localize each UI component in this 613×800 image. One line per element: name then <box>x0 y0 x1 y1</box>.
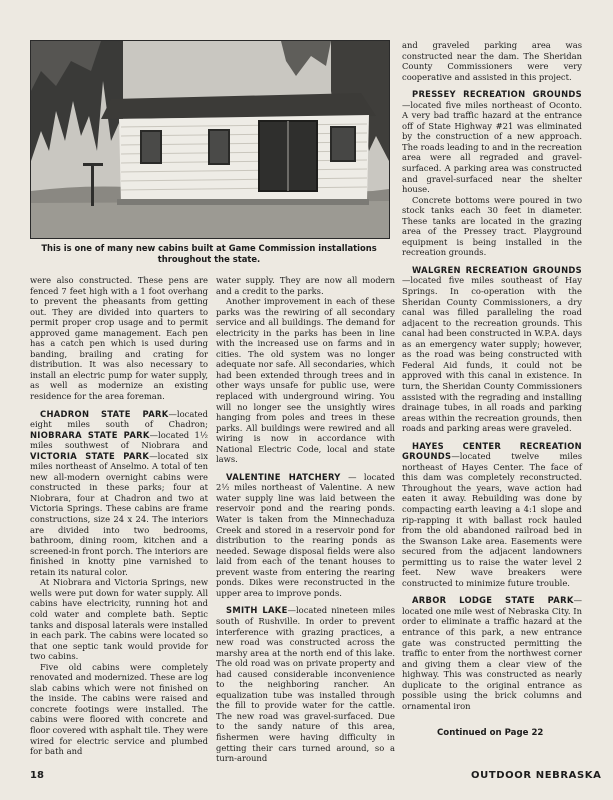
continued-note: Continued on Page 22 <box>437 728 544 738</box>
section-heading: VICTORIA STATE PARK <box>30 450 150 461</box>
chadron-section <box>30 409 208 578</box>
paragraph: Five old cabins were completely renovated and modernized. These are log slab cabins which were not finished on the inside. The cabins were raised and concrete footings were installed. The cabins were floored with concrete and floor covered with asphalt tile. They were wired for electric service and plumbed for bath and <box>30 661 208 757</box>
article-column-1 <box>30 275 208 757</box>
valentine-section <box>216 472 395 599</box>
paragraph: were also constructed. These pens are fenced 7 feet high with a 1 foot overhang to prevent the pheasants from getting out. They are divided into quarters to permit proper crop usage and to permit approved game management. Each pen has a catch pen which is used during banding, brailing and crating for distribution. It was also necessary to install an electric pump for water supply, as well as modernize an existing residence for the area foreman. <box>30 275 208 402</box>
section-heading: VALENTINE HATCHERY <box>226 471 341 482</box>
photo-caption: This is one of many new cabins built at Game Commission installations throughout the state. <box>41 243 377 264</box>
section-text: —located twelve miles northeast of Hayes Center. The face of this dam was completely reconstructed. Throughout the years, wave action had eaten it away. Rebuilding was done by compacting earth leaving a 4:1 slope and rip-rapping it with ballast rock hauled from the old abandoned railroad bed in the Swanson Lake area. Easements were secured from the adjacent landowners permitting us to raise the water level 2 feet. New wave breakers were constructed to minimize future trouble. <box>402 451 582 588</box>
section-text: —located one mile west of Nebraska City. In order to eliminate a traffic hazard at the entrance of this park, a new entrance gate was constructed permitting the traffic to enter from the northwest corner and giving them a clear view of the highway. This was constructed as nearly duplicate to the original entrance as possible using the brick columns and ornamental iron <box>402 595 582 711</box>
section-text: —located 1½ miles southwest of Niobrara and <box>30 429 208 451</box>
section-text: —located five miles southeast of Hay Springs. In co-operation with the Sheridan County Commissioners, a dry canal was filled paralleling the road adjacent to the recreation grounds. This canal had been constructed in W.P.A. days as an emergency water supply; however, as the road was being constructed with Federal Aid funds, it could not be approved with this canal in existence. In turn, the Sheridan County Commissioners assisted with the regrading and installing drainage tubes, in all roads and parking areas within the recreation grounds, then roads and parking areas were graveled. <box>402 275 582 434</box>
cabin-photo <box>30 40 390 239</box>
hayes-center-section <box>402 441 582 589</box>
article-column-3 <box>402 40 582 711</box>
paragraph: At Niobrara and Victoria Springs, new wells were put down for water supply. All cabins have electricity, running hot and cold water and complete bath. Septic tanks and disposal laterals were installed in each park. The cabins were located so that one septic tank would provide for two cabins. <box>30 577 208 662</box>
article-column-2 <box>216 275 395 764</box>
magazine-name: OUTDOOR NEBRASKA <box>471 770 602 781</box>
paragraph: Another improvement in each of these parks was the rewiring of all secondary service and all buildings. The demand for electricity in the parks has been in line with the increased use on farms and in cities. The old system was no longer adequate nor safe. All secondaries, which had been extended through trees and in other ways unsafe for public use, were replaced with underground wiring. You will no longer see the unsightly wires hanging from poles and trees in these parks. All buildings were rewired and all wiring is now in accordance with National Electric Code, local and state laws. <box>216 296 395 465</box>
paragraph: Concrete bottoms were poured in two stock tanks each 30 feet in diameter. These tanks are located in the grazing area of the Pressey tract. Playground equipment is being installed in the recreation grounds. <box>402 194 582 258</box>
pressey-section <box>402 89 582 194</box>
section-heading: PRESSEY RECREATION GROUNDS <box>412 89 582 100</box>
section-text: —located six miles northeast of Anselmo. A total of ten new all-modern overnight cabins were constructed in these parks; four at Niobrara, four at Chadron and two at Victoria Springs. These cabins are frame constructions, size 24 x 24. The interiors are divided into two bedrooms, bathroom, dining room, kitchen and a screened-in front porch. The interiors are finished in knotty pine varnished to retain its natural color. <box>30 450 208 577</box>
arbor-lodge-section <box>402 595 582 711</box>
section-text: — located 2½ miles northeast of Valentine. A new water supply line was laid between the reservoir pond and the rearing ponds. Water is taken from the Minnechaduza Creek and stored in a reservoir pond for distribution to the rearing ponds as needed. Sewage disposal fields were also laid from each of the tenant houses to prevent waste from entering the rearing ponds. Dikes were reconstructed in the upper area to improve ponds. <box>216 471 395 598</box>
section-heading: HAYES CENTER RECREATION GROUNDS <box>402 440 582 462</box>
section-heading: NIOBRARA STATE PARK <box>30 429 150 440</box>
section-text: —located eight miles south of Chadron; <box>30 408 208 430</box>
paragraph: and graveled parking area was constructed near the dam. The Sheridan County Commissioners were very cooperative and assisted in this project. <box>402 40 582 82</box>
section-text: —located five miles northeast of Oconto. A very bad traffic hazard at the entrance off of State Highway #21 was eliminated by the construction of a new approach. The roads leading to and in the recreation area were all regraded and gravel-surfaced. A parking area was constructed and gravel-surfaced near the shelter house. <box>402 99 582 195</box>
section-heading: SMITH LAKE <box>226 605 288 616</box>
walgren-section <box>402 265 582 434</box>
paragraph: water supply. They are now all modern and a credit to the parks. <box>216 275 395 296</box>
cabin-photo-icon <box>31 41 389 238</box>
section-heading: ARBOR LODGE STATE PARK <box>412 595 574 606</box>
section-heading: CHADRON STATE PARK <box>40 408 169 419</box>
page-number: 18 <box>30 770 44 781</box>
section-heading: WALGREN RECREATION GROUNDS <box>412 264 582 275</box>
smith-lake-section <box>216 605 395 763</box>
section-text: —located nineteen miles south of Rushville. In order to prevent interference with grazing practices, a new road was constructed across the marshy area at the north end of this lake. The old road was on private property and had caused considerable inconvenience to the neighboring rancher. An equalization tube was installed through the fill to provide water for the cattle. The new road was gravel-surfaced. Due to the sandy nature of this area, fishermen were having difficulty in getting their cars turned around, so a turn-around <box>216 605 395 764</box>
